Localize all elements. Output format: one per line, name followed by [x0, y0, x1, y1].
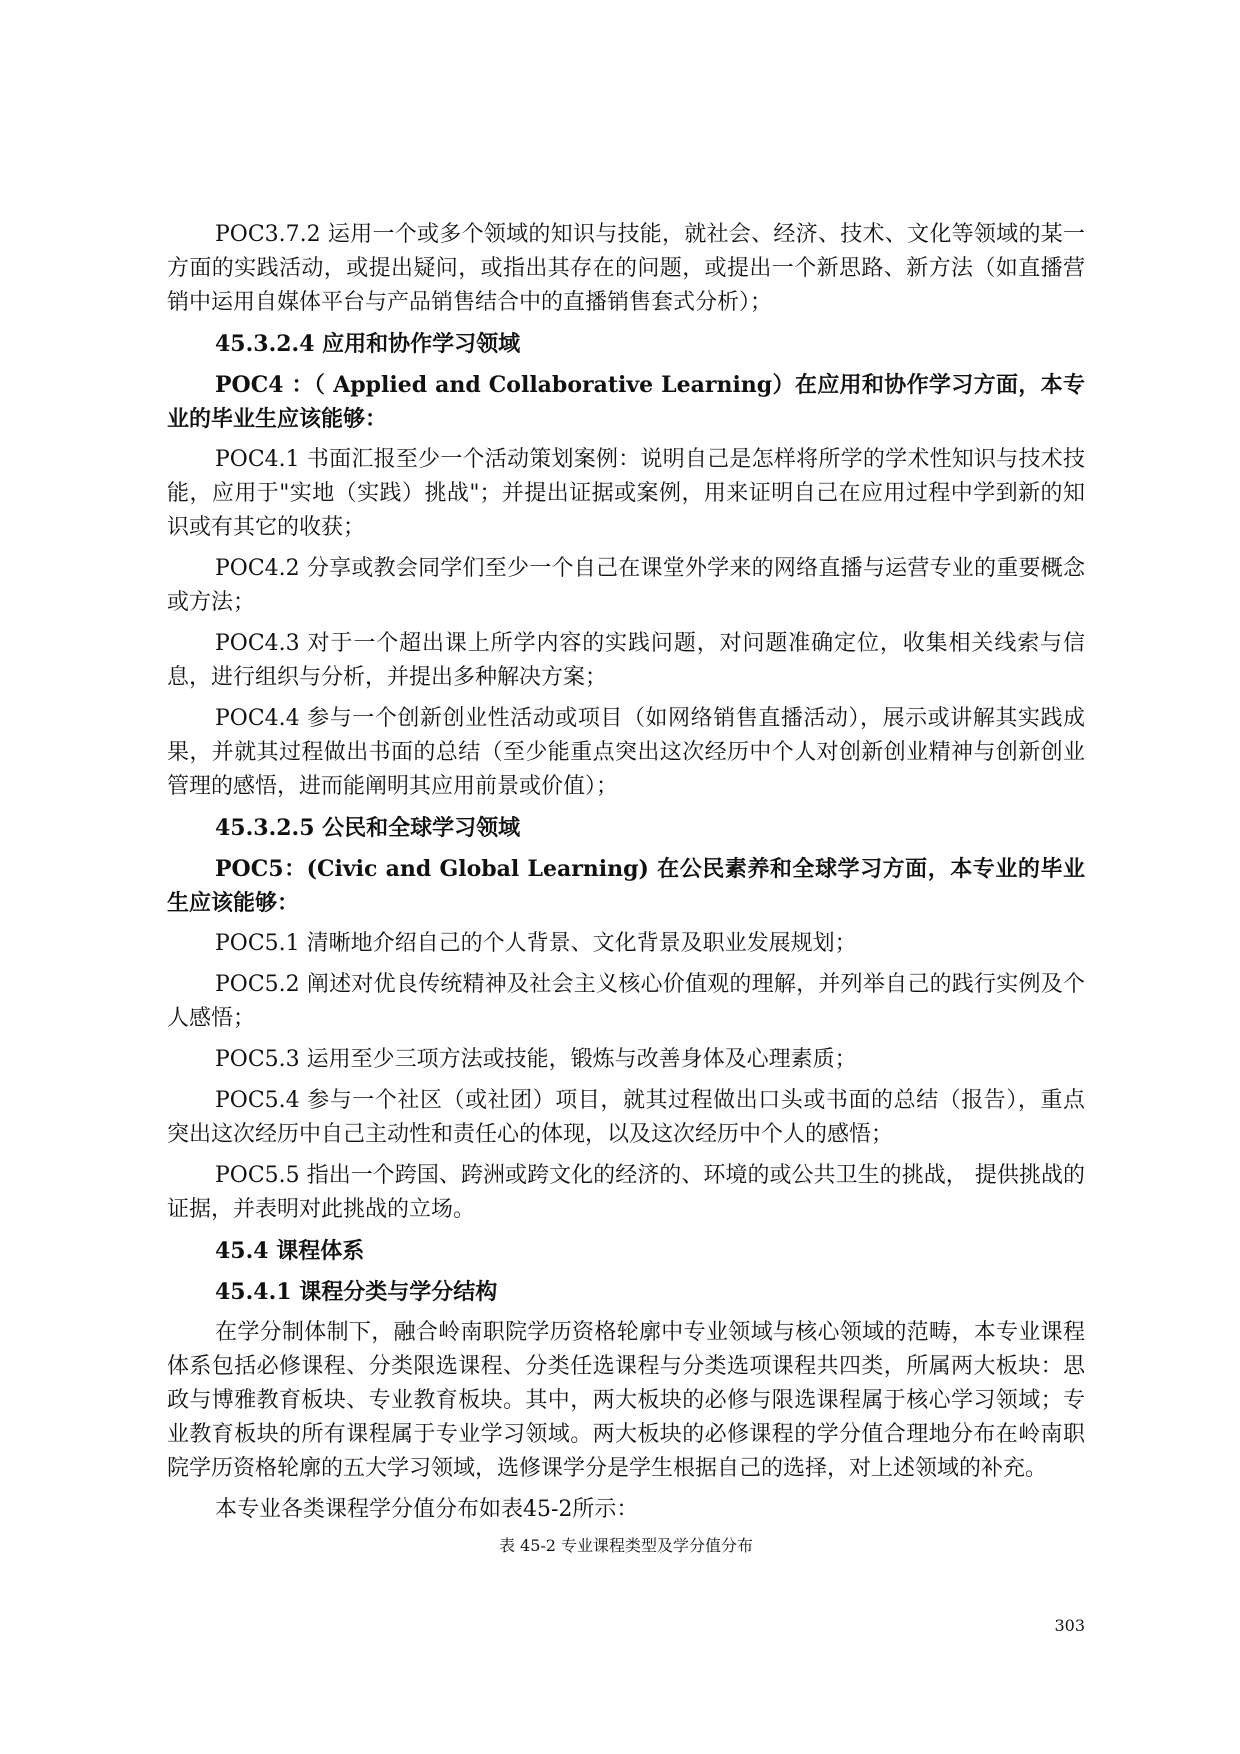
paragraph-poc5-5: POC5.5 指出一个跨国、跨洲或跨文化的经济的、环境的或公共卫生的挑战， 提供挑战的证据，并表明对此挑战的立场。: [167, 1163, 1085, 1222]
paragraph-poc4-intro: POC4 ：（ Applied and Collaborative Learning）在应用和协作学习方面，本专业的毕业生应该能够：: [167, 372, 1085, 432]
heading-45-4-1: 45.4.1 课程分类与学分结构: [215, 1279, 498, 1305]
paragraph-poc4-3: POC4.3 对于一个超出课上所学内容的实践问题，对问题准确定位，收集相关线索与信息，进行组织与分析，并提出多种解决方案；: [167, 631, 1085, 690]
paragraph-course-structure: 在学分制体制下，融合岭南职院学历资格轮廓中专业领域与核心领域的范畴，本专业课程体系包括必修课程、分类限选课程、分类任选课程与分类选项课程共四类，所属两大板块：思政与博雅教育板块、专业教育板块。其中，两大板块的必修与限选课程属于核心学习领域；专业教育板块的所有课程属于专业学习领域。两大板块的必修课程的学分值合理地分布在岭南职院学历资格轮廓的五大学习领域，选修课学分是学生根据自己的选择，对上述领域的补充。: [167, 1320, 1085, 1481]
paragraph-poc5-3: POC5.3 运用至少三项方法或技能，锻炼与改善身体及心理素质；: [215, 1047, 857, 1072]
paragraph-poc4-4: POC4.4 参与一个创新创业性活动或项目（如网络销售直播活动），展示或讲解其实践成果，并就其过程做出书面的总结（至少能重点突出这次经历中个人对创新创业精神与创新创业管理的感悟，进而能阐明其应用前景或价值）；: [167, 706, 1085, 799]
paragraph-poc5-4: POC5.4 参与一个社区（或社团）项目，就其过程做出口头或书面的总结（报告），重点突出这次经历中自己主动性和责任心的体现，以及这次经历中个人的感悟；: [167, 1088, 1085, 1147]
paragraph-table-reference: 本专业各类课程学分值分布如表45-2所示：: [215, 1497, 639, 1522]
heading-45-3-2-5: 45.3.2.5 公民和全球学习领域: [215, 815, 521, 841]
paragraph-poc4-2: POC4.2 分享或教会同学们至少一个自己在课堂外学来的网络直播与运营专业的重要概念或方法；: [167, 556, 1085, 615]
paragraph-poc3-7-2: POC3.7.2 运用一个或多个领域的知识与技能，就社会、经济、技术、文化等领域的某一方面的实践活动，或提出疑问，或指出其存在的问题，或提出一个新思路、新方法（如直播营销中运用自媒体平台与产品销售结合中的直播销售套式分析）；: [167, 222, 1085, 315]
heading-45-3-2-4: 45.3.2.4 应用和协作学习领域: [215, 331, 521, 357]
paragraph-poc5-2: POC5.2 阐述对优良传统精神及社会主义核心价值观的理解，并列举自己的践行实例及个人感悟；: [167, 972, 1085, 1031]
paragraph-poc5-1: POC5.1 清晰地介绍自己的个人背景、文化背景及职业发展规划；: [215, 931, 857, 956]
page-number: 303: [1054, 1616, 1085, 1635]
table-caption: 表 45-2 专业课程类型及学分值分布: [498, 1536, 754, 1555]
document-page: [167, 218, 1085, 1558]
paragraph-poc5-intro: POC5：(Civic and Global Learning) 在公民素养和全球学习方面，本专业的毕业生应该能够：: [167, 856, 1085, 916]
paragraph-poc4-1: POC4.1 书面汇报至少一个活动策划案例：说明自己是怎样将所学的学术性知识与技术技能，应用于"实地（实践）挑战"；并提出证据或案例，用来证明自己在应用过程中学到新的知识或有其它的收获；: [167, 447, 1085, 540]
heading-45-4: 45.4 课程体系: [215, 1238, 365, 1264]
